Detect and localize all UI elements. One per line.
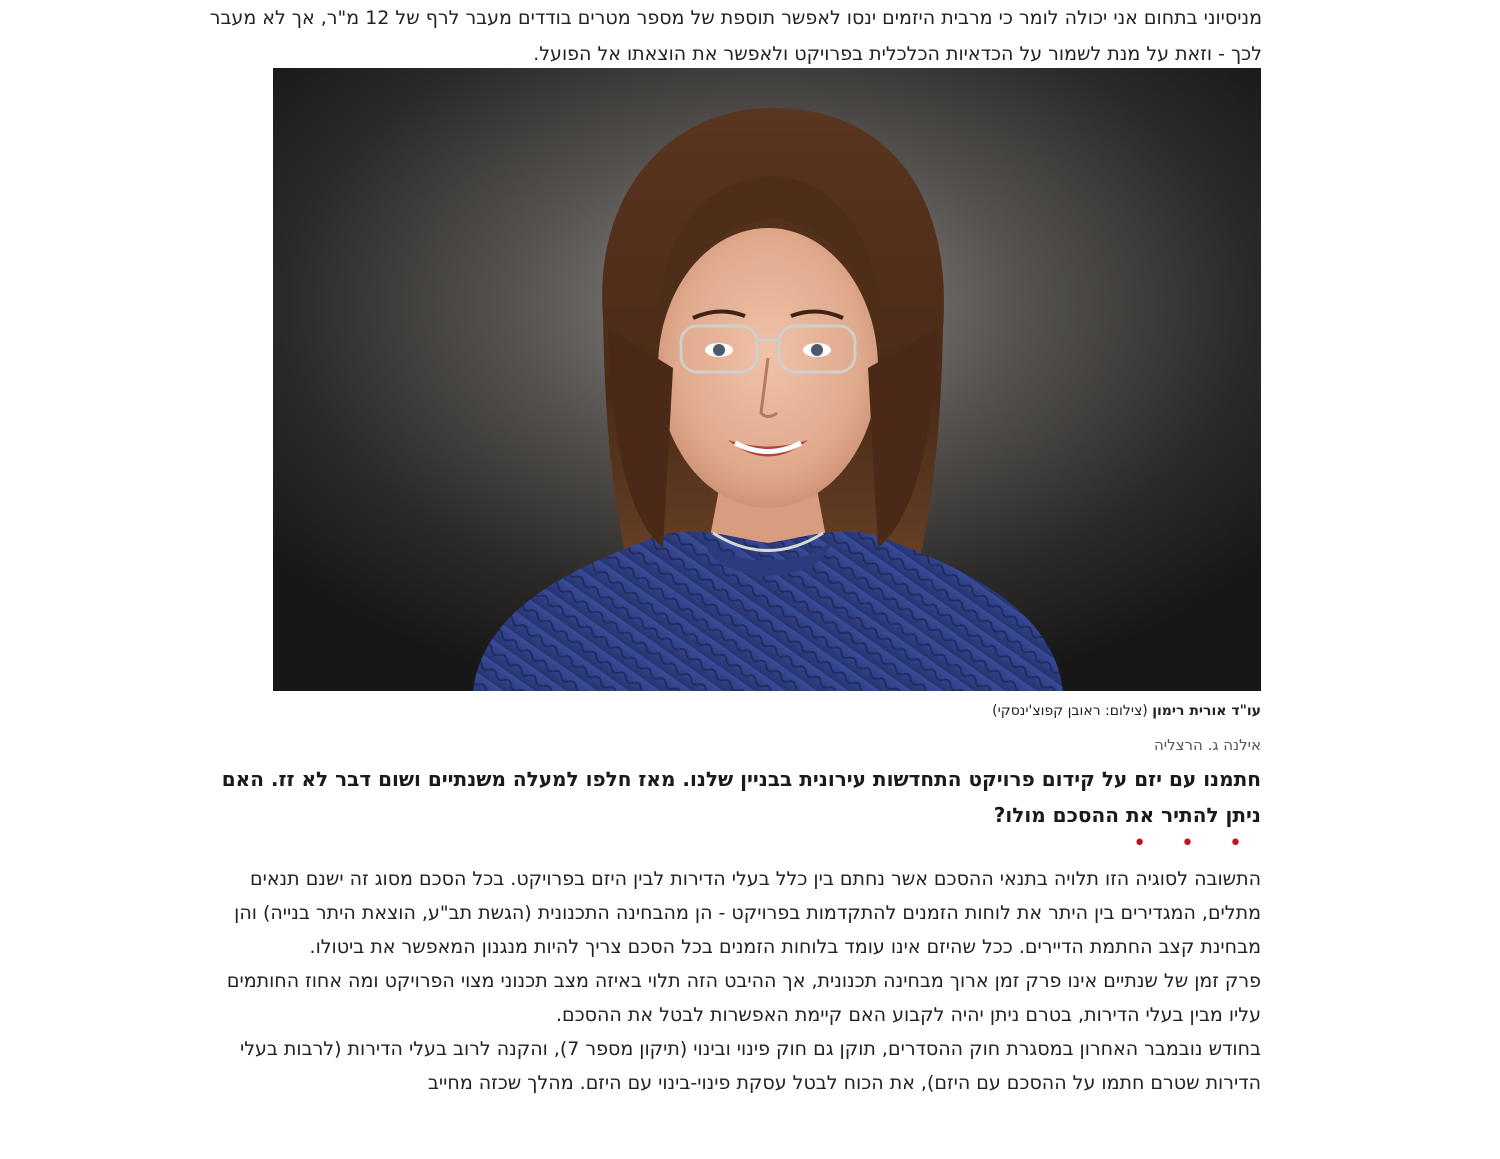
answer-paragraph: פרק זמן של שנתיים אינו פרק זמן ארוך מבחינה תכנונית, אך ההיבט הזה תלוי באיזה מצב תכנוני מצוי הפרויקט ומה אחוז החותמים עליו מבין בעלי הדירות, בטרם ניתן יהיה לקבוע האם קיימת האפשרות לבטל את ההסכם.	[226, 970, 1261, 1026]
portrait-photo	[273, 68, 1261, 691]
caption-credit: (צילום: ראובן קפוצ'ינסקי)	[992, 703, 1148, 719]
section-separator: • • •	[1133, 831, 1256, 856]
caption-name: עו"ד אורית רימון	[1152, 703, 1261, 719]
photo-caption	[200, 700, 1261, 722]
intro-paragraph: מניסיוני בתחום אני יכולה לומר כי מרבית היזמים ינסו לאפשר תוספת של מספר מטרים בודדים מעבר לרף של 12 מ"ר, אך לא מעבר לכך - וזאת על מנת לשמור על הכדאיות הכלכלית בפרויקט ולאפשר את הוצאתו אל הפועל.	[209, 7, 1262, 65]
answer-body	[200, 862, 1261, 1100]
answer-paragraph: התשובה לסוגיה הזו תלויה בתנאי ההסכם אשר נחתם בין כלל בעלי הדירות לבין היזם בפרויקט. בכל הסכם מסוג זה ישנם תנאים מתלים, המגדירים בין היתר את לוחות הזמנים להתקדמות בפרויקט - הן מהבחינה התכנונית (הגשת תב"ע, הוצאת היתר בנייה) והן מבחינת קצב החתמת הדיירים. ככל שהיזם אינו עומד בלוחות הזמנים בכל הסכם צריך להיות מנגנון המאפשר את ביטולו.	[234, 868, 1261, 958]
question-author: אילנה ג. הרצליה	[1153, 736, 1261, 754]
answer-paragraph: בחודש נובמבר האחרון במסגרת חוק ההסדרים, תוקן גם חוק פינוי ובינוי (תיקון מספר 7), והקנה לרוב בעלי הדירות (לרבות בעלי הדירות שטרם חתמו על ההסכם עם היזם), את הכוח לבטל עסקת פינוי-בינוי עם היזם. מהלך שכזה מחייב	[239, 1038, 1261, 1094]
question-text: חתמנו עם יזם על קידום פרויקט התחדשות עירונית בבניין שלנו. מאז חלפו למעלה משנתיים ושום דבר לא זז. האם ניתן להתיר את ההסכם מולו?	[221, 767, 1261, 827]
portrait-illustration	[273, 68, 1261, 691]
